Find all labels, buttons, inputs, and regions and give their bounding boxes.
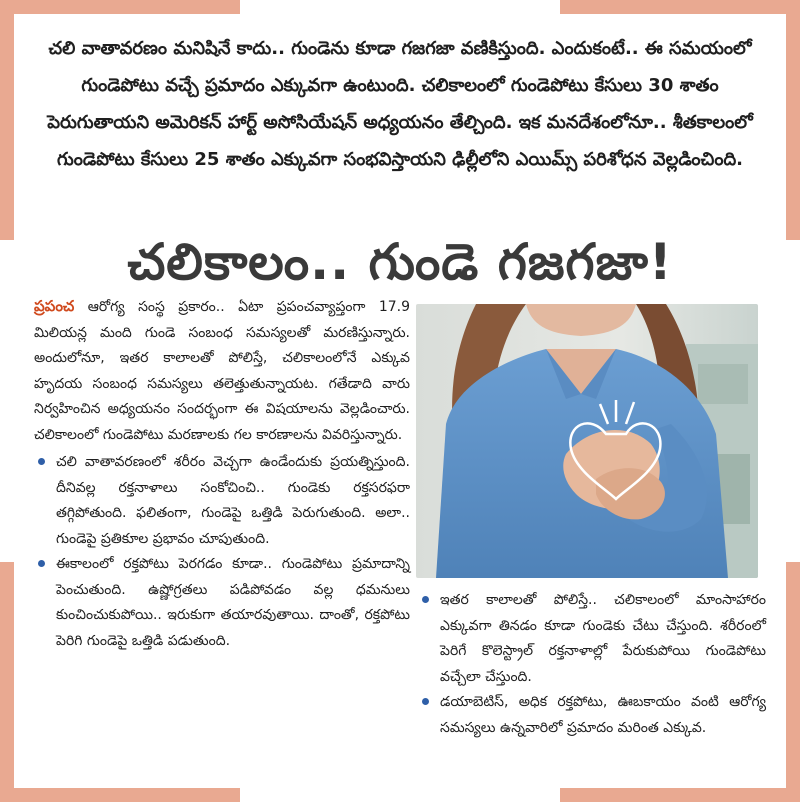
list-item (418, 588, 766, 690)
list-item (34, 450, 410, 552)
frame-corner-bottom-right (786, 562, 800, 802)
bullet-icon (38, 458, 45, 465)
bullet-icon (422, 698, 429, 705)
list-item (34, 552, 410, 654)
frame-corner-top-left (0, 0, 240, 14)
right-column (418, 586, 766, 741)
frame-corner-top-right (786, 0, 800, 240)
frame-corner-top-left (0, 0, 14, 240)
woman-clutching-chest-icon (416, 304, 758, 578)
lead-paragraph (34, 294, 410, 448)
list-item (418, 690, 766, 741)
bullet-list-left (34, 450, 410, 654)
frame-corner-top-right (560, 0, 800, 14)
left-column (34, 294, 410, 654)
lead-word: ప్రపంచ (34, 297, 75, 315)
article-photo (416, 304, 758, 578)
bullet-text: ఈకాలంలో రక్తపోటు పెరగడం కూడా.. గుండెపోటు ప్రమాదాన్ని పెంచుతుంది. ఉష్ణోగ్రతలు పడిపోవడం వల్ల ధమనులు కుంచించుకుపోయి.. ఇరుకుగా తయారవుతాయి. దాంతో, రక్తపోటు పెరిగి గుండెపై ఒత్తిడి పడుతుంది. (56, 556, 410, 649)
bullet-list-right (418, 588, 766, 741)
bullet-icon (422, 596, 429, 603)
bullet-text: డయాబెటిస్, అధిక రక్తపోటు, ఊబకాయం వంటి ఆరోగ్య సమస్యలు ఉన్నవారిలో ప్రమాదం మరింత ఎక్కువ. (440, 694, 766, 736)
frame-corner-bottom-left (0, 788, 240, 802)
lead-paragraph-text: ఆరోగ్య సంస్థ ప్రకారం.. ఏటా ప్రపంచవ్యాప్తంగా 17.9 మిలియన్ల మంది గుండె సంబంధ సమస్యలతో మరణిస్తున్నారు. అందులోనూ, ఇతర కాలాలతో పోలిస్తే, చలికాలంలోనే ఎక్కువ హృదయ సంబంధ సమస్యలు తలెత్తుతున్నాయట. గతేడాది వారు నిర్వహించిన అధ్యయనం సందర్భంగా ఈ విషయాలను వెల్లడించారు. చలికాలంలో గుండెపోటు మరణాలకు గల కారణాలను వివరిస్తున్నారు. (34, 299, 410, 443)
article-headline: చలికాలం.. గుండె గజగజా! (127, 233, 673, 291)
bullet-icon (38, 560, 45, 567)
bullet-text: చలి వాతావరణంలో శరీరం వెచ్చగా ఉండేందుకు ప్రయత్నిస్తుంది. దీనివల్ల రక్తనాళాలు సంకోచించి.. గుండెకు రక్తసరఫరా తగ్గిపోతుంది. ఫలితంగా, గుండెపై ఒత్తిడి పెరుగుతుంది. అలా.. గుండెపై ప్రతికూల ప్రభావం చూపుతుంది. (56, 454, 410, 547)
frame-corner-bottom-right (560, 788, 800, 802)
intro-paragraph: చలి వాతావరణం మనిషినే కాదు.. గుండెను కూడా గజగజా వణికిస్తుంది. ఎందుకంటే.. ఈ సమయంలో గుండెపోటు వచ్చే ప్రమాదం ఎక్కువగా ఉంటుంది. చలికాలంలో గుండెపోటు కేసులు 30 శాతం పెరుగుతాయని అమెరికన్ హార్ట్ అసోసియేషన్ అధ్యయనం తేల్చింది. ఇక మనదేశంలోనూ.. శీతకాలంలో గుండెపోటు కేసులు 25 శాతం ఎక్కువగా సంభవిస్తాయని ఢిల్లీలోని ఎయిమ్స్ పరిశోధన వెల్లడించింది. (47, 38, 753, 170)
bullet-text: ఇతర కాలాలతో పోలిస్తే.. చలికాలంలో మాంసాహారం ఎక్కువగా తినడం కూడా గుండెకు చేటు చేస్తుంది. శరీరంలో పెరిగే కొలెస్ట్రాల్ రక్తనాళాల్లో పేరుకుపోయి గుండెపోటు వచ్చేలా చేస్తుంది. (440, 592, 766, 685)
frame-corner-bottom-left (0, 562, 14, 802)
